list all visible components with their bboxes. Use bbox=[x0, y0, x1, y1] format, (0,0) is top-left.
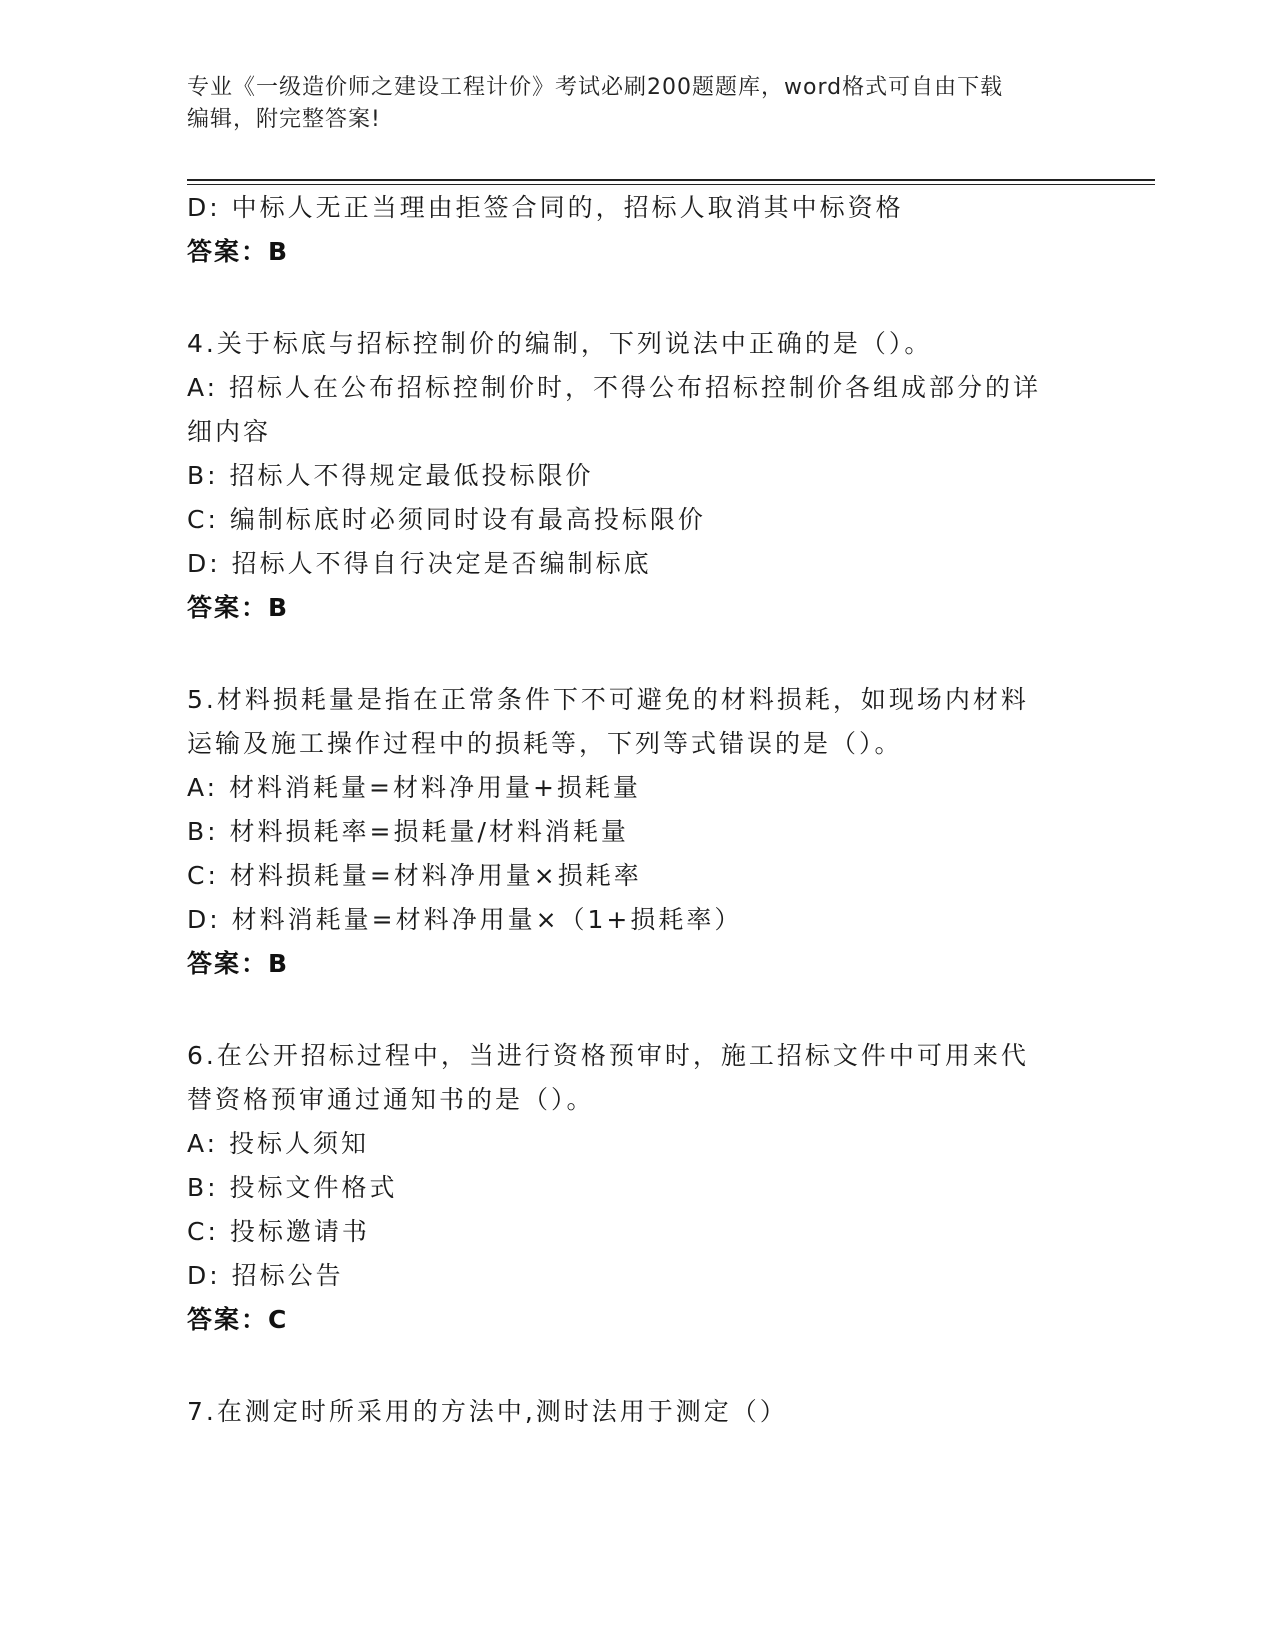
q4-option-a-line-1: A: 招标人在公布招标控制价时，不得公布招标控制价各组成部分的详 bbox=[187, 373, 1042, 402]
q4-option-c: C: 编制标底时必须同时设有最高投标限价 bbox=[187, 505, 706, 534]
q4-option-b: B: 招标人不得规定最低投标限价 bbox=[187, 461, 594, 490]
document-header bbox=[187, 72, 1087, 136]
q4-option-d: D: 招标人不得自行决定是否编制标底 bbox=[187, 549, 652, 578]
q5-option-c: C: 材料损耗量=材料净用量×损耗率 bbox=[187, 861, 642, 890]
q6-option-a: A: 投标人须知 bbox=[187, 1129, 370, 1158]
q7-stem: 7.在测定时所采用的方法中,测时法用于测定（） bbox=[187, 1397, 788, 1426]
header-title-line-1: 专业《一级造价师之建设工程计价》考试必刷200题题库，word格式可自由下载 bbox=[187, 75, 1004, 100]
q5-option-b: B: 材料损耗率=损耗量/材料消耗量 bbox=[187, 817, 629, 846]
q3-answer: 答案：B bbox=[187, 237, 290, 266]
q6-stem-line-1: 6.在公开招标过程中，当进行资格预审时，施工招标文件中可用来代 bbox=[187, 1041, 1029, 1070]
q6-answer: 答案：C bbox=[187, 1305, 289, 1334]
header-divider-thick bbox=[187, 179, 1155, 181]
q5-option-a: A: 材料消耗量=材料净用量+损耗量 bbox=[187, 773, 641, 802]
q6-option-d: D: 招标公告 bbox=[187, 1261, 344, 1290]
q4-option-a-line-2: 细内容 bbox=[187, 417, 272, 446]
q5-stem-line-1: 5.材料损耗量是指在正常条件下不可避免的材料损耗，如现场内材料 bbox=[187, 685, 1029, 714]
q4-answer: 答案：B bbox=[187, 593, 290, 622]
q4-stem: 4.关于标底与招标控制价的编制，下列说法中正确的是（）。 bbox=[187, 329, 933, 358]
q6-option-b: B: 投标文件格式 bbox=[187, 1173, 398, 1202]
q6-option-c: C: 投标邀请书 bbox=[187, 1217, 370, 1246]
q3-option-d: D: 中标人无正当理由拒签合同的，招标人取消其中标资格 bbox=[187, 193, 904, 222]
q6-stem-line-2: 替资格预审通过通知书的是（）。 bbox=[187, 1085, 595, 1114]
q5-option-d: D: 材料消耗量=材料净用量×（1+损耗率） bbox=[187, 905, 743, 934]
header-divider-thin bbox=[187, 184, 1155, 185]
header-title-line-2: 编辑，附完整答案! bbox=[187, 107, 381, 132]
q5-answer: 答案：B bbox=[187, 949, 290, 978]
q5-stem-line-2: 运输及施工操作过程中的损耗等，下列等式错误的是（）。 bbox=[187, 729, 903, 758]
